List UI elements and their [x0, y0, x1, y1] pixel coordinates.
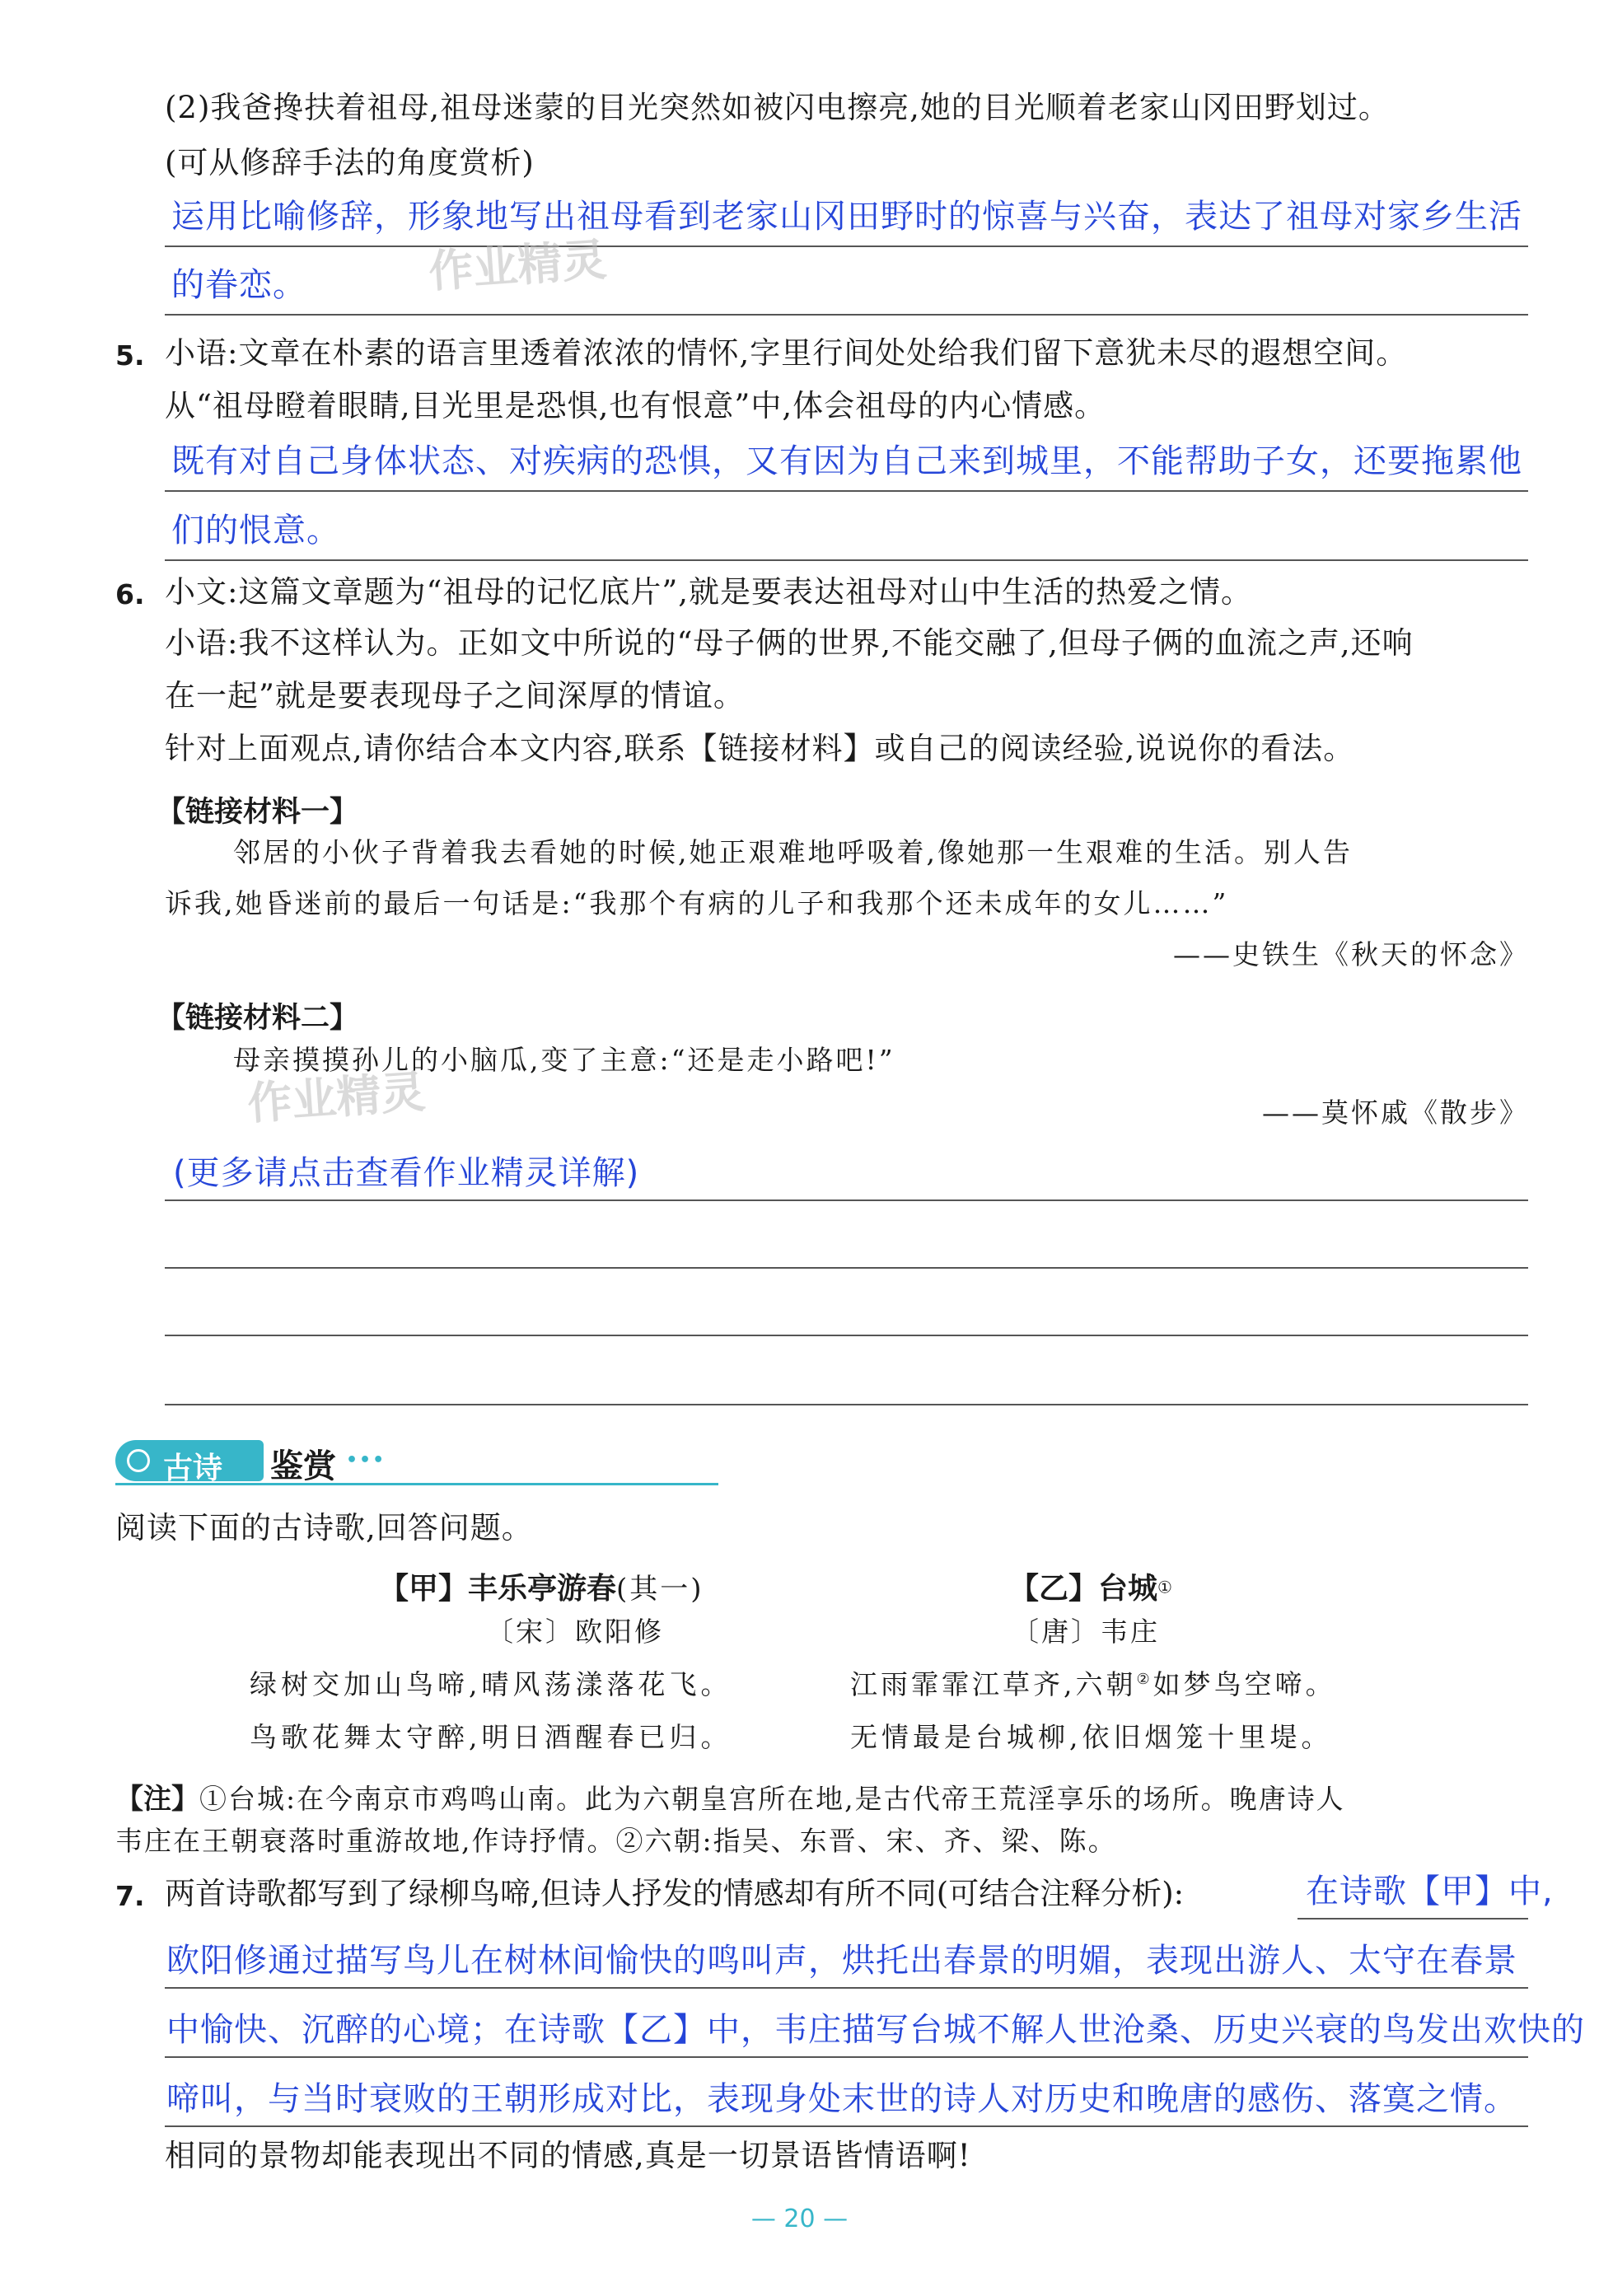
material2-line1: 母亲摸摸孙儿的小脑瓜,变了主意:“还是走小路吧!” [233, 1044, 895, 1076]
section-badge [115, 1440, 264, 1485]
poem-b-author: 〔唐〕韦庄 [1012, 1616, 1160, 1648]
answer-underline [165, 1267, 1528, 1269]
notes-line1-row [115, 1776, 1345, 1817]
q5-answer-2: 们的恨意。 [171, 512, 340, 549]
q5-answer-1: 既有对自己身体状态、对疾病的恐惧，又有因为自己来到城里，不能帮助子女，还要拖累他 [171, 442, 1522, 480]
poem-a-author: 〔宋〕欧阳修 [486, 1616, 664, 1648]
poem-b-line1-mark: ② [1136, 1671, 1153, 1688]
material1-line2: 诉我,她昏迷前的最后一句话是:“我那个有病的儿子和我那个还未成年的女儿……” [165, 887, 1229, 919]
q4-part2-hint: (可从修辞手法的角度赏析) [165, 145, 535, 180]
q6-line2: 小语:我不这样认为。正如文中所说的“母子俩的世界,不能交融了,但母子俩的血流之声,还响 [165, 625, 1414, 661]
poem-b-line1 [850, 1668, 1336, 1700]
q7-closing: 相同的景物却能表现出不同的情感,真是一切景语皆情语啊! [165, 2138, 971, 2173]
answer-underline [165, 1199, 1528, 1201]
section-badge-label: 古诗 [163, 1452, 223, 1485]
watermark: 作业精灵 [427, 233, 609, 298]
answer-underline [165, 559, 1528, 561]
poem-a-subtitle: (其一) [616, 1573, 704, 1606]
q4-part2-answer-2: 的眷恋。 [171, 266, 306, 304]
q5-line1: 小语:文章在朴素的语言里透着浓浓的情怀,字里行间处处给我们留下意犹未尽的遐想空间。 [165, 335, 1408, 371]
q7-answer-3: 中愉快、沉醉的心境；在诗歌【乙】中，韦庄描写台城不解人世沧桑、历史兴衰的鸟发出欢快的 [166, 2011, 1585, 2049]
notes-line1: ①台城:在今南京市鸡鸣山南。此为六朝皇宫所在地,是古代帝王荒淫享乐的场所。晚唐诗人 [199, 1783, 1345, 1815]
material2-title: 【链接材料二】 [157, 1002, 359, 1035]
poem-a-title: 【甲】丰乐亭游春 [379, 1572, 617, 1606]
q7-answer-4: 啼叫，与当时衰败的王朝形成对比，表现身处末世的诗人对历史和晚唐的感伤、落寞之情。 [166, 2080, 1517, 2118]
poem-a-line1: 绿树交加山鸟啼,晴风荡漾落花飞。 [250, 1668, 732, 1700]
answer-underline [165, 2125, 1528, 2127]
question-number-6: 6. [115, 578, 145, 610]
q6-line4: 针对上面观点,请你结合本文内容,联系【链接材料】或自己的阅读经验,说说你的看法。 [165, 731, 1355, 766]
poem-b-note-mark: ① [1157, 1577, 1172, 1597]
question-number-7: 7. [115, 1880, 145, 1912]
section-underline [115, 1483, 718, 1485]
poem-a-title-row [379, 1565, 704, 1607]
answer-underline [165, 1335, 1528, 1336]
material1-line1: 邻居的小伙子背着我去看她的时候,她正艰难地呼吸着,像她那一生艰难的生活。别人告 [233, 836, 1353, 868]
page-number: — 20 — [750, 2205, 849, 2233]
material2-source: ——莫怀戚《散步》 [1262, 1097, 1529, 1129]
poem-b-line1-a: 江雨霏霏江草齐,六朝 [850, 1668, 1137, 1700]
answer-underline [165, 2056, 1528, 2058]
section-dots: ••• [346, 1450, 386, 1471]
answer-underline [165, 245, 1528, 247]
material1-source: ——史铁生《秋天的怀念》 [1173, 938, 1529, 970]
q4-part2-stem: (2)我爸搀扶着祖母,祖母迷蒙的目光突然如被闪电擦亮,她的目光顺着老家山冈田野划过。 [165, 90, 1390, 125]
material1-title: 【链接材料一】 [157, 796, 359, 829]
q4-part2-answer-1: 运用比喻修辞，形象地写出祖母看到老家山冈田野时的惊喜与兴奋，表达了祖母对家乡生活 [171, 198, 1522, 236]
q7-stem: 两首诗歌都写到了绿柳鸟啼,但诗人抒发的情感却有所不同(可结合注释分析): [165, 1876, 1185, 1911]
poem-b-title-row [1009, 1565, 1172, 1607]
question-number-5: 5. [115, 339, 145, 372]
watermark: 作业精灵 [245, 1065, 428, 1130]
answer-underline [165, 314, 1528, 316]
q7-answer-1: 在诗歌【甲】中, [1306, 1873, 1554, 1910]
poem-a-line2: 鸟歌花舞太守醉,明日酒醒春已归。 [250, 1721, 732, 1753]
q6-line1: 小文:这篇文章题为“祖母的记忆底片”,就是要表达祖母对山中生活的热爱之情。 [165, 574, 1253, 610]
poem-b-title: 【乙】台城 [1009, 1572, 1158, 1606]
poem-b-line1-b: 如梦鸟空啼。 [1152, 1668, 1336, 1700]
answer-underline [165, 490, 1528, 492]
notes-line2: 韦庄在王朝衰落时重游故地,作诗抒情。②六朝:指吴、东晋、宋、齐、梁、陈。 [115, 1825, 1117, 1857]
q6-answer[interactable]: (更多请点击查看作业精灵详解) [173, 1154, 640, 1192]
answer-underline [165, 1987, 1528, 1989]
answer-underline [165, 1404, 1528, 1405]
section-intro: 阅读下面的古诗歌,回答问题。 [115, 1510, 533, 1545]
q5-line2: 从“祖母瞪着眼睛,目光里是恐惧,也有恨意”中,体会祖母的内心情感。 [165, 388, 1106, 423]
q6-line3: 在一起”就是要表现母子之间深厚的情谊。 [165, 678, 745, 713]
q7-answer-2: 欧阳修通过描写鸟儿在树林间愉快的鸣叫声，烘托出春景的明媚，表现出游人、太守在春景 [166, 1942, 1517, 1980]
poem-b-line2: 无情最是台城柳,依旧烟笼十里堤。 [850, 1721, 1333, 1753]
section-title: 鉴赏 [270, 1447, 336, 1485]
section-badge-icon [127, 1449, 150, 1472]
answer-underline [1297, 1918, 1528, 1920]
notes-label: 【注】 [115, 1783, 199, 1816]
